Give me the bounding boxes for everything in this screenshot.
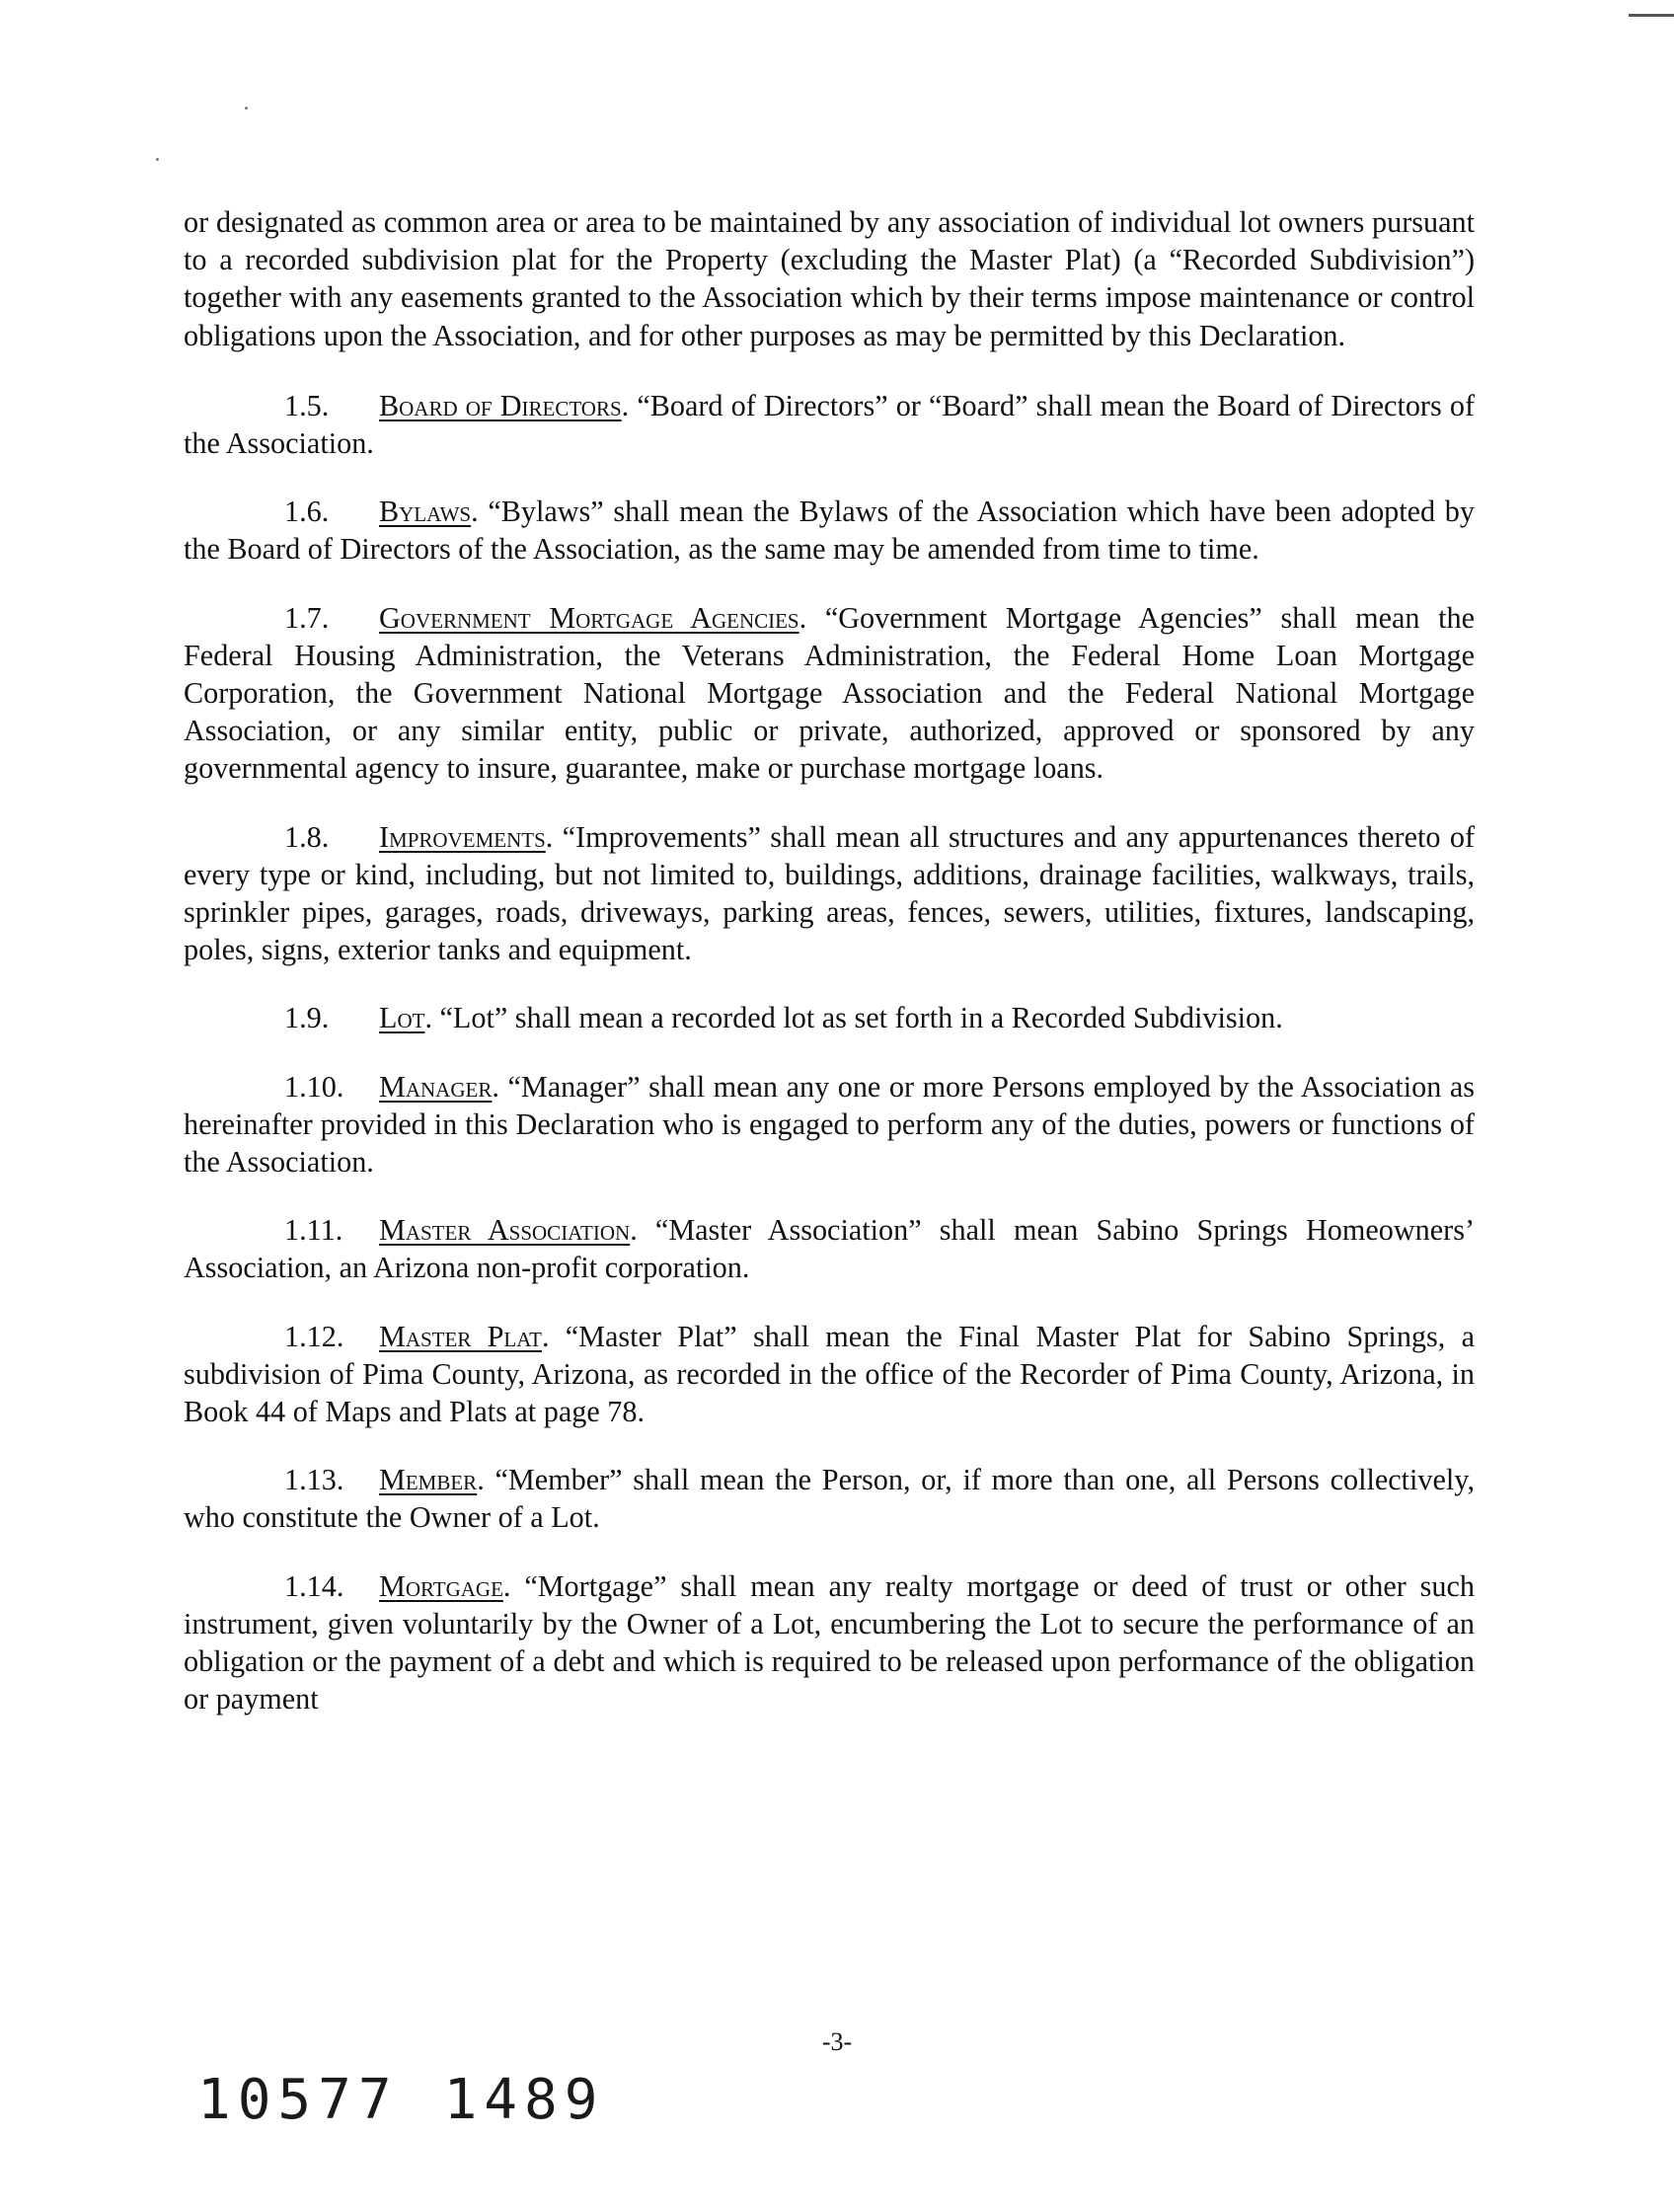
section-1-7 bbox=[184, 599, 1475, 788]
section-number: 1.11. bbox=[284, 1213, 343, 1248]
definition-text: . “Government Mortgage Agencies” shall mean the Federal Housing Administration, the Veterans Administration, the Federal Home Loan Mortgage Corporation, the Government National Mortgage Association and the Federal National Mortgage Association, or any similar entity, public or private, authorized, approved or sponsored by any governmental agency to insure, guarantee, make or purchase mortgage loans. bbox=[184, 600, 1475, 786]
defined-term: Manager bbox=[379, 1069, 493, 1104]
section-1-6 bbox=[184, 493, 1475, 568]
definition-text: . “Lot” shall mean a recorded lot as set forth in a Recorded Subdivision. bbox=[424, 1001, 1283, 1035]
section-1-5 bbox=[184, 387, 1475, 462]
definition-text: . “Master Association” shall mean Sabino Springs Homeowners’ Association, an Arizona non-profit corporation. bbox=[184, 1213, 1475, 1285]
section-1-12 bbox=[184, 1318, 1475, 1431]
section-number: 1.8. bbox=[284, 819, 330, 854]
defined-term: Master Plat bbox=[379, 1319, 542, 1353]
scan-speck bbox=[156, 158, 159, 161]
defined-term: Improvements bbox=[379, 819, 546, 854]
section-number: 1.9. bbox=[284, 1001, 330, 1035]
definition-text: . “Member” shall mean the Person, or, if more than one, all Persons collectively, who constitute the Owner of a Lot. bbox=[184, 1463, 1475, 1535]
section-number: 1.14. bbox=[284, 1568, 344, 1603]
continuation-paragraph: or designated as common area or area to be maintained by any association of individual lot owners pursuant to a recorded subdivision plat for the Property (excluding the Master Plat) (a “Recorded Subdivision”) together with any easements granted to the Association which by their terms impose maintenance or control obligations upon the Association, and for other purposes as may be permitted by this Declaration. bbox=[184, 205, 1475, 352]
section-number: 1.13. bbox=[284, 1463, 344, 1497]
section-number: 1.10. bbox=[284, 1069, 344, 1104]
definition-text: . “Mortgage” shall mean any realty mortgage or deed of trust or other such instrument, given voluntarily by the Owner of a Lot, encumbering the Lot to secure the performance of an obligation or the payment of a debt and which is required to be released upon performance of the obligation or payment bbox=[184, 1568, 1475, 1716]
document-body bbox=[184, 203, 1475, 1749]
recording-stamp bbox=[197, 2068, 604, 2132]
section-number: 1.6. bbox=[284, 495, 330, 529]
section-number: 1.5. bbox=[284, 388, 330, 422]
section-1-10 bbox=[184, 1068, 1475, 1182]
defined-term: Member bbox=[379, 1463, 478, 1497]
defined-term: Lot bbox=[379, 1001, 425, 1035]
page-number: -3- bbox=[821, 2027, 853, 2056]
definition-text: . “Board of Directors” or “Board” shall mean the Board of Directors of the Association. bbox=[184, 388, 1476, 461]
definition-text: . “Manager” shall mean any one or more Persons employed by the Association as hereinafter provided in this Declaration who is engaged to perform any of the duties, powers or functions of the Association. bbox=[184, 1069, 1475, 1180]
scan-speck bbox=[245, 107, 248, 110]
section-number: 1.7. bbox=[284, 600, 330, 635]
docket-page: 1489 bbox=[443, 2068, 605, 2132]
definition-text: . “Master Plat” shall mean the Final Master Plat for Sabino Springs, a subdivision of Pima County, Arizona, as recorded in the office of the Recorder of Pima County, Arizona, in Book 44 of Maps and Plats at page 78. bbox=[184, 1319, 1475, 1429]
defined-term: Government Mortgage Agencies bbox=[379, 600, 799, 635]
docket-number: 10577 bbox=[197, 2068, 399, 2132]
section-1-13 bbox=[184, 1461, 1475, 1536]
section-1-8 bbox=[184, 818, 1475, 969]
defined-term: Mortgage bbox=[379, 1568, 503, 1603]
section-number: 1.12. bbox=[284, 1319, 344, 1353]
section-1-9 bbox=[184, 999, 1475, 1036]
defined-term: Bylaws bbox=[379, 495, 472, 529]
scan-mark bbox=[1629, 14, 1674, 17]
section-1-14 bbox=[184, 1567, 1475, 1718]
definition-text: . “Bylaws” shall mean the Bylaws of the Association which have been adopted by the Board of Directors of the Association, as the same may be amended from time to time. bbox=[184, 495, 1475, 567]
definition-text: . “Improvements” shall mean all structures and any appurtenances thereto of every type or kind, including, but not limited to, buildings, additions, drainage facilities, walkways, trails, sprinkler pipes, garages, roads, driveways, parking areas, fences, sewers, utilities, fixtures, landscaping, poles, signs, exterior tanks and equipment. bbox=[184, 819, 1475, 967]
section-1-11 bbox=[184, 1211, 1475, 1286]
defined-term: Master Association bbox=[379, 1213, 631, 1248]
defined-term: Board of Directors bbox=[379, 388, 622, 422]
